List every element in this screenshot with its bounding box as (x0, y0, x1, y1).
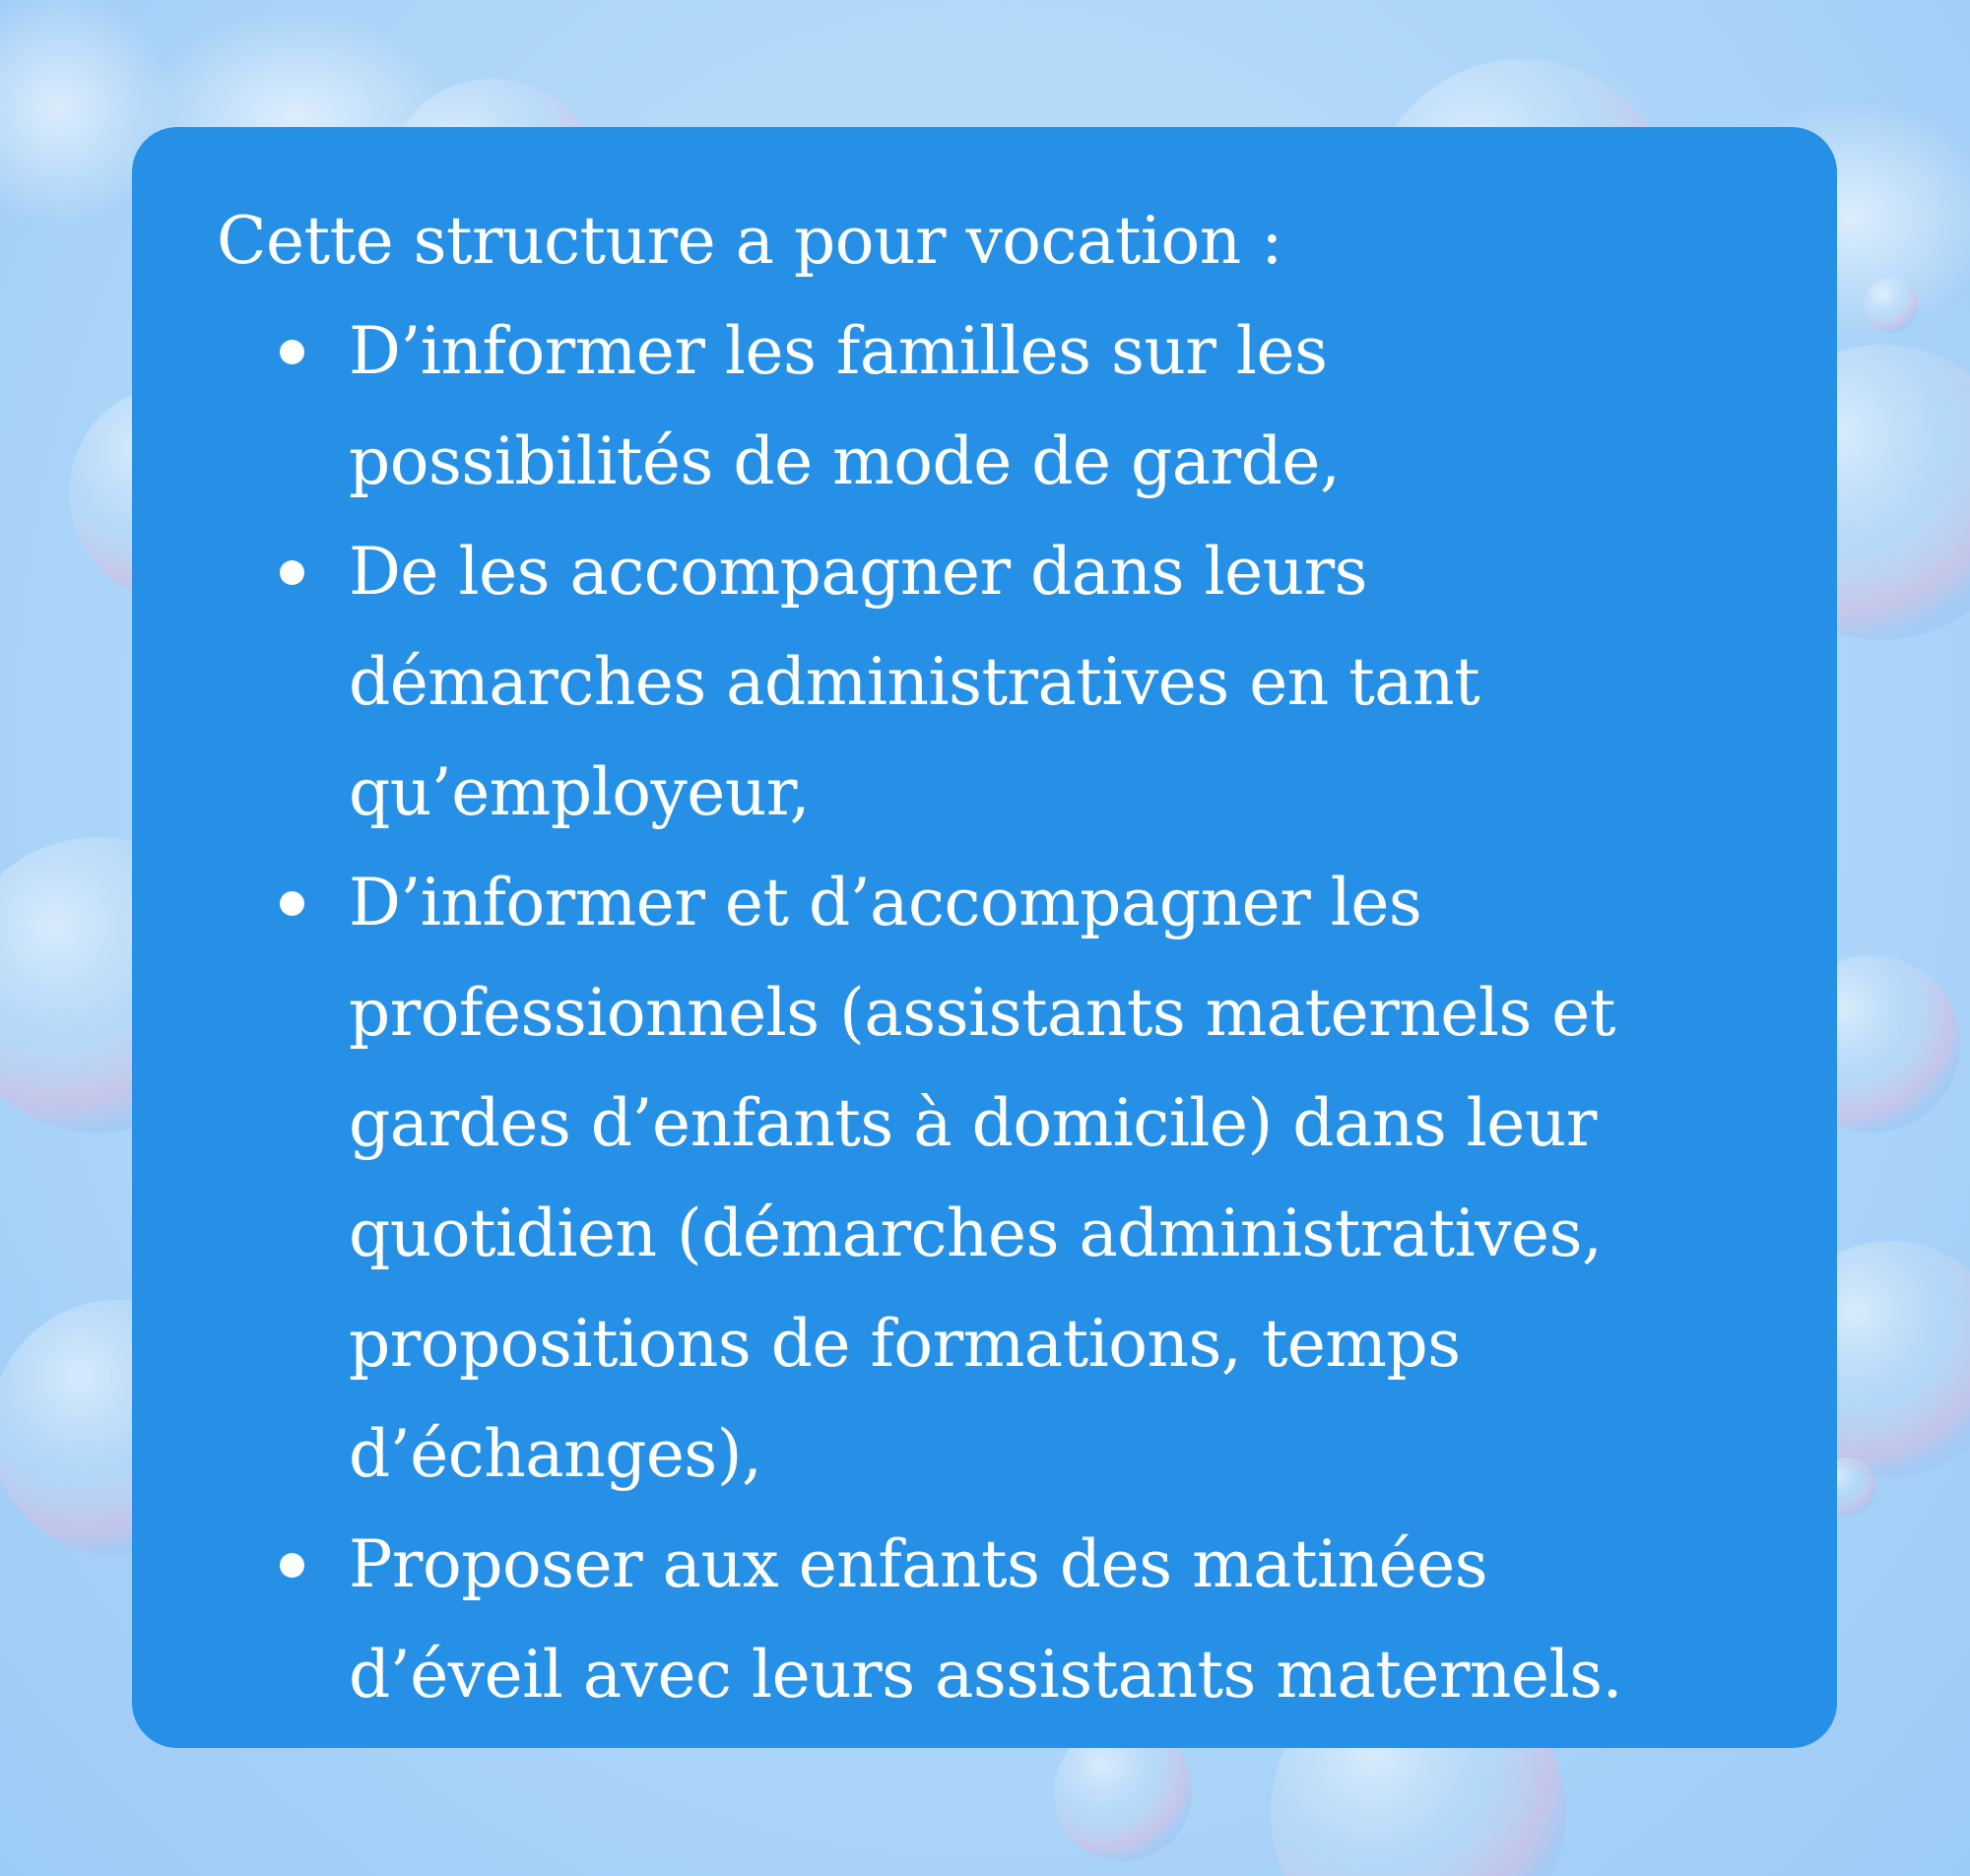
list-item (217, 296, 1739, 517)
list-item-line: démarches administratives en tant (349, 644, 1480, 720)
list-item-line: D’informer et d’accompagner les (349, 865, 1422, 940)
bullet-icon (280, 340, 304, 364)
list-item-line: D’informer les familles sur les (349, 313, 1328, 389)
list-item-line: gardes d’enfants à domicile) dans leur (349, 1085, 1597, 1161)
list-item (217, 517, 1739, 848)
intro-heading: Cette structure a pour vocation : (217, 203, 1282, 279)
list-item (217, 848, 1739, 1510)
list-item (217, 1510, 1739, 1730)
bullet-icon (280, 891, 304, 916)
bullet-icon (280, 1553, 304, 1578)
list-item-line: quotidien (démarches administratives, (349, 1196, 1603, 1271)
list-item-line: possibilités de mode de garde, (349, 423, 1341, 499)
list-item-line: d’échanges), (349, 1416, 762, 1492)
list-item-line: De les accompagner dans leurs (349, 534, 1368, 610)
list-item-line: d’éveil avec leurs assistants maternels. (349, 1637, 1622, 1713)
list-item-line: Proposer aux enfants des matinées (349, 1526, 1488, 1602)
vocation-list (217, 296, 1739, 1730)
list-item-line: propositions de formations, temps (349, 1306, 1461, 1382)
list-item-line: qu’employeur, (349, 754, 811, 830)
list-item-line: professionnels (assistants maternels et (349, 975, 1615, 1051)
info-card (132, 127, 1837, 1748)
bullet-icon (280, 560, 304, 585)
